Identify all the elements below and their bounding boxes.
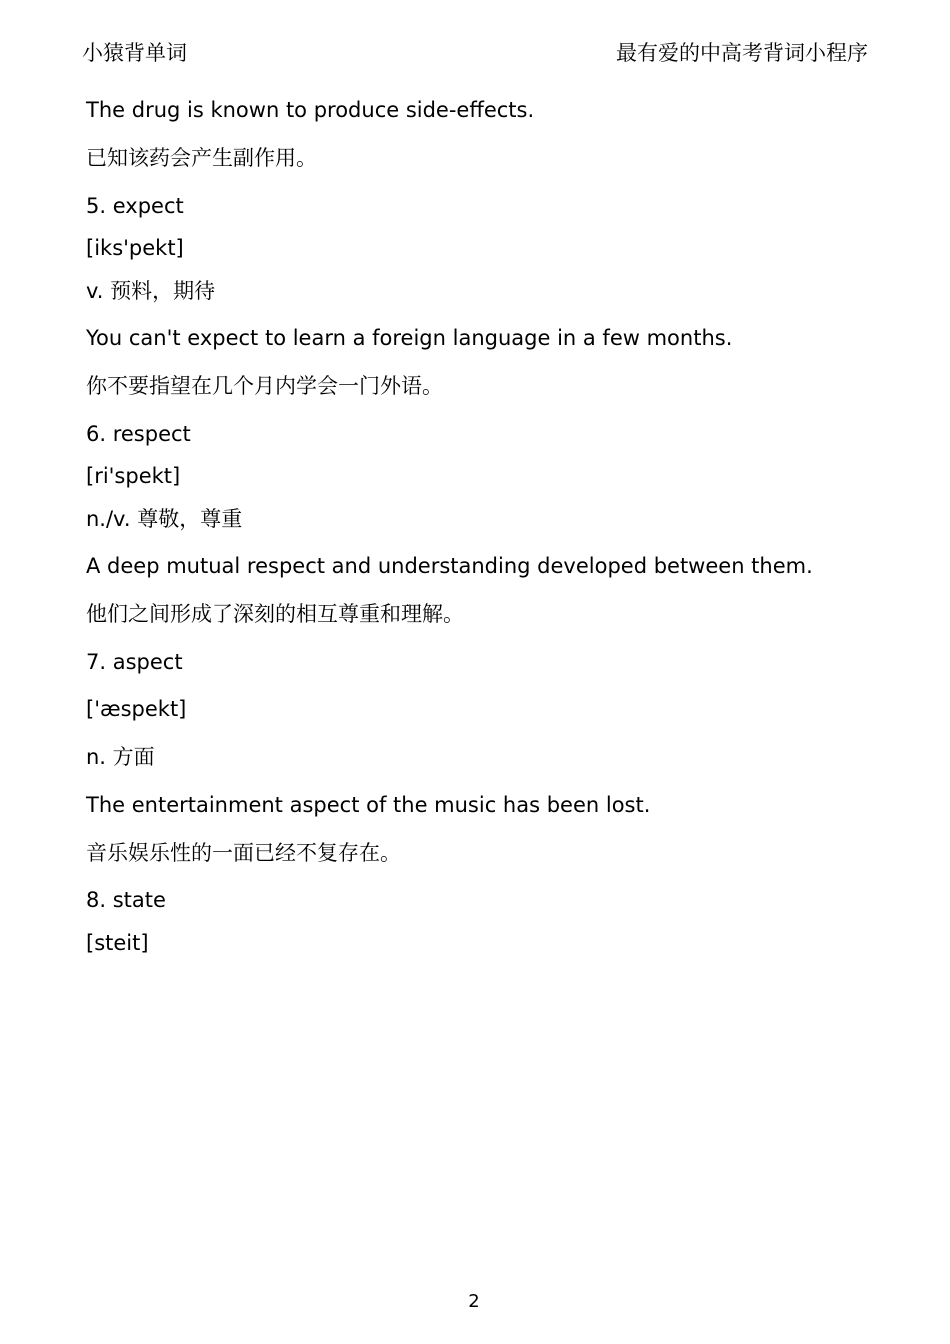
- word-entry-expect: 5. expect: [86, 194, 184, 218]
- phonetic-state: [steit]: [86, 931, 149, 955]
- example-sentence-en: The entertainment aspect of the music has been lost.: [86, 793, 651, 817]
- example-sentence-en: The drug is known to produce side-effects.: [86, 98, 535, 122]
- definition-expect: v. 预料，期待: [86, 279, 216, 303]
- word-entry-state: 8. state: [86, 888, 166, 912]
- example-sentence-zh: 你不要指望在几个月内学会一门外语。: [86, 374, 443, 398]
- example-sentence-zh: 音乐娱乐性的一面已经不复存在。: [86, 841, 401, 865]
- phonetic-respect: [ri'spekt]: [86, 464, 181, 488]
- page-number: 2: [468, 1291, 480, 1312]
- word-entry-respect: 6. respect: [86, 422, 191, 446]
- definition-aspect: n. 方面: [86, 745, 155, 769]
- definition-respect: n./v. 尊敬，尊重: [86, 507, 243, 531]
- example-sentence-zh: 他们之间形成了深刻的相互尊重和理解。: [86, 602, 464, 626]
- example-sentence-en: You can't expect to learn a foreign language in a few months.: [86, 326, 733, 350]
- word-entry-aspect: 7. aspect: [86, 650, 183, 674]
- phonetic-expect: [iks'pekt]: [86, 236, 184, 260]
- header-slogan: 最有爱的中高考背词小程序: [616, 41, 868, 65]
- example-sentence-en: A deep mutual respect and understanding developed between them.: [86, 554, 813, 578]
- header-app-name: 小猿背单词: [82, 41, 187, 65]
- phonetic-aspect: ['æspekt]: [86, 697, 187, 721]
- example-sentence-zh: 已知该药会产生副作用。: [86, 146, 317, 170]
